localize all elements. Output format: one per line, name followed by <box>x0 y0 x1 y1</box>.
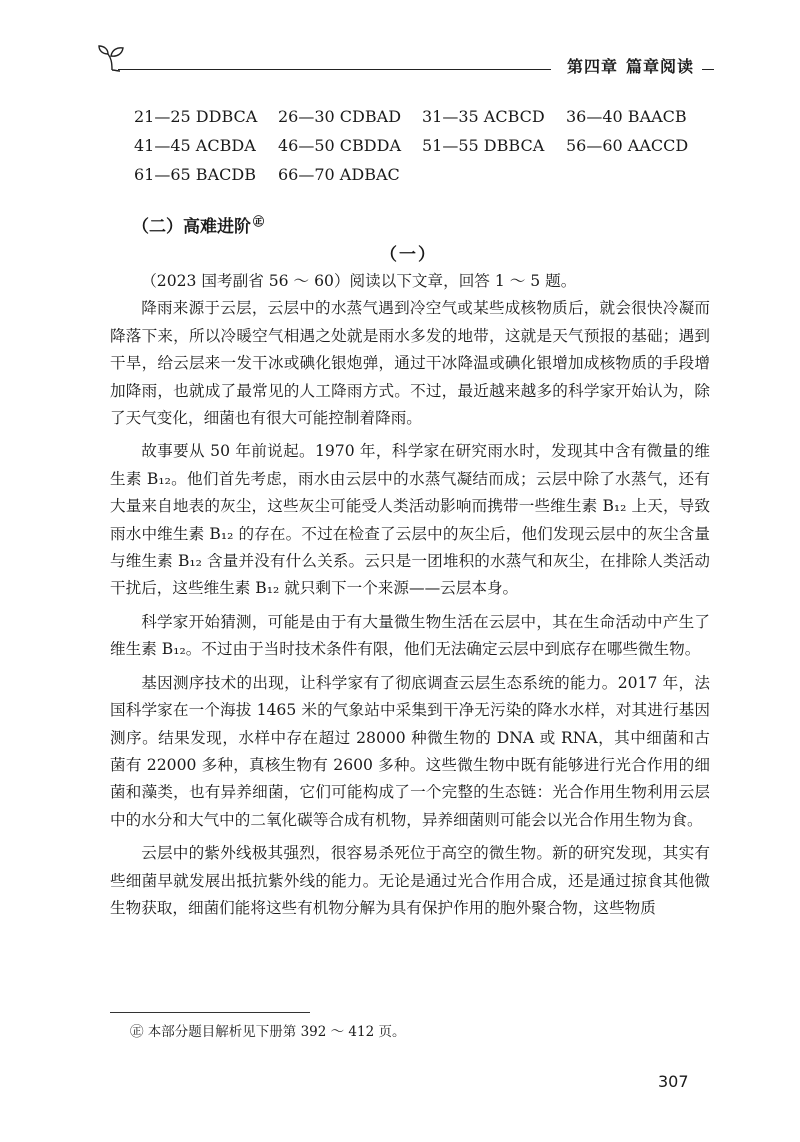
article-paragraph: 基因测序技术的出现，让科学家有了彻底调查云层生态系统的能力。2017 年，法国科学家在一个海拔 1465 米的气象站中采集到干净无污染的降水水样，对其进行基因测序。结果发现，水样中存在超过 28000 种微生物的 DNA 或 RNA，其中细菌和古菌有 22000 多种，真核生物有 2600 多种。这些微生物中既有能够进行光合作用的细菌和藻类，也有异养细菌，它们可能构成了一个完整的生态链：光合作用生物利用云层中的水分和大气中的二氧化碳等合成有机物，异养细菌则可能会以光合作用生物为食。 <box>110 673 710 829</box>
answer-cell: 41—45 ACBDA <box>134 136 256 155</box>
article-paragraph: 科学家开始猜测，可能是由于有大量微生物生活在云层中，其在生命活动中产生了维生素 B₁₂。不过由于当时技术条件有限，他们无法确定云层中到底存在哪些微生物。 <box>110 612 710 659</box>
answer-cell: 51—55 DBBCA <box>422 136 545 155</box>
chapter-section: 篇章阅读 <box>625 57 694 76</box>
answer-cell: 66—70 ADBAC <box>278 165 400 184</box>
answer-cell: 36—40 BAACB <box>566 107 687 126</box>
answer-cell: 31—35 ACBCD <box>422 107 545 126</box>
chapter-number: 第四章 <box>566 57 618 76</box>
article-paragraph: 故事要从 50 年前说起。1970 年，科学家在研究雨水时，发现其中含有微量的维生素 B₁₂。他们首先考虑，雨水由云层中的水蒸气凝结而成；云层中除了水蒸气，还有大量来自地表的灰尘，这些灰尘可能受人类活动影响而携带一些维生素 B₁₂ 上天，导致雨水中维生素 B₁₂ 的存在。不过在检查了云层中的灰尘后，他们发现云层中的灰尘含量与维生素 B₁₂ 含量并没有什么关系。云只是一团堆积的水蒸气和灰尘，在排除人类活动干扰后，这些维生素 B₁₂ 就只剩下一个来源——云层本身。 <box>110 442 710 598</box>
footnote-marker: ㊣ <box>253 215 264 229</box>
section-title <box>132 212 264 237</box>
article-paragraph: 降雨来源于云层，云层中的水蒸气遇到冷空气或某些成核物质后，就会很快冷凝而降落下来，所以冷暖空气相遇之处就是雨水多发的地带，这就是天气预报的基础；遇到干旱，给云层来一发干冰或碘化银炮弹，通过干冰降温或碘化银增加成核物质的手段增加降雨，也就成了最常见的人工降雨方式。不过，最近越来越多的科学家开始认为，除了天气变化，细菌也有很大可能控制着降雨。 <box>110 299 710 428</box>
footnote-rule <box>110 1012 310 1013</box>
answer-cell: 21—25 DDBCA <box>134 107 258 126</box>
chapter-label <box>551 54 702 77</box>
answer-cell: 56—60 AACCD <box>566 136 689 155</box>
question-intro: （2023 国考副省 56 ～ 60）阅读以下文章，回答 1 ～ 5 题。 <box>141 272 577 290</box>
running-header <box>96 40 716 80</box>
article-body <box>110 268 710 928</box>
answer-key <box>134 102 694 189</box>
footnote: ㊣ 本部分题目解析见下册第 392 ～ 412 页。 <box>130 1024 406 1040</box>
section-title-text: （二）高难进阶 <box>132 217 251 237</box>
page-number: 307 <box>658 1072 689 1091</box>
answer-cell: 61—65 BACDB <box>134 165 256 184</box>
article-paragraph: 云层中的紫外线极其强烈，很容易杀死位于高空的微生物。新的研究发现，其实有些细菌早就发展出抵抗紫外线的能力。无论是通过光合作用合成，还是通过掠食其他微生物获取，细菌们能将这些有机物分解为具有保护作用的胞外聚合物，这些物质 <box>110 844 710 917</box>
part-title: （一） <box>380 245 437 265</box>
answer-cell: 46—50 CBDDA <box>278 136 402 155</box>
answer-row <box>134 102 694 131</box>
answer-cell: 26—30 CDBAD <box>278 107 402 126</box>
sprout-icon <box>96 42 128 72</box>
answer-row <box>134 160 694 189</box>
answer-row <box>134 131 694 160</box>
